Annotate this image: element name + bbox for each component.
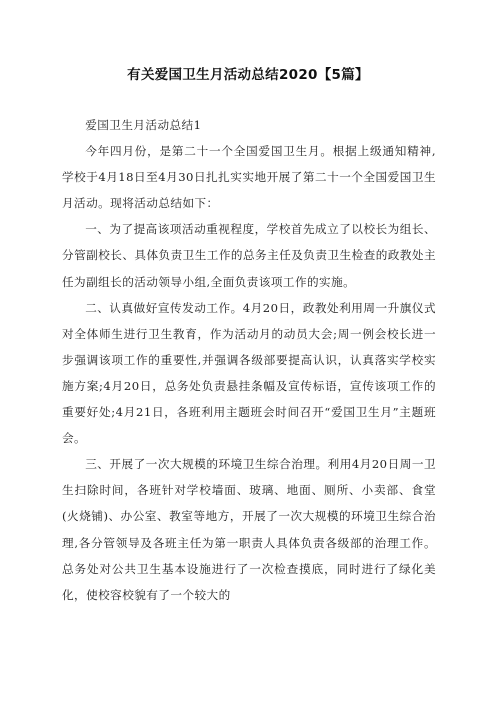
document-title: 有关爱国卫生月活动总结2020【5篇】 [127,67,369,83]
paragraph-intro: 今年四月份，是第二十一个全国爱国卫生月。根据上级通知精神,学校于4月18日至4月30日扎扎实实地开展了第二十一个全国爱国卫生月活动。现将活动总结如下： [62,144,436,211]
document-body [62,112,436,608]
paragraph-point-2: 二、认真做好宣传发动工作。4月20日，政教处利用周一升旗仪式对全体师生进行卫生教育，作为活动月的动员大会;周一例会校长进一步强调该项工作的重要性,并强调各级部要提高认识，认真落实学校实施方案;4月20日，总务处负责悬挂条幅及宣传标语，宣传该项工作的重要好处;4月21日，各班利用主题班会时间召开“爱国卫生月”主题班会。 [62,300,436,446]
section-heading: 爱国卫生月活动总结1 [85,118,202,132]
paragraph-point-1: 一、为了提高该项活动重视程度，学校首先成立了以校长为组长、分管副校长、具体负责卫生工作的总务主任及负责卫生检查的政教处主任为副组长的活动领导小组,全面负责该项工作的实施。 [62,222,436,289]
paragraph-point-3: 三、开展了一次大规模的环境卫生综合治理。利用4月20日周一卫生扫除时间，各班针对学校墙面、玻璃、地面、厕所、小卖部、食堂(火烧铺)、办公室、教室等地方，开展了一次大规模的环境卫生综合治理,各分管领导及各班主任为第一职责人具体负责各级部的治理工作。总务处对公共卫生基本设施进行了一次检查摸底，同时进行了绿化美化，使校容校貌有了一个较大的 [62,457,436,602]
